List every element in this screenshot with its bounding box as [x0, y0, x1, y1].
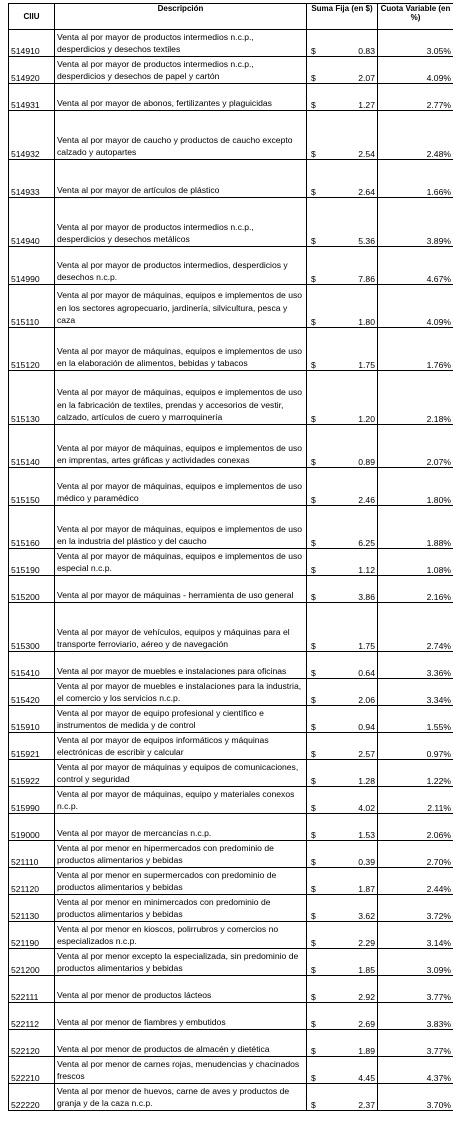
fixed-amount-cell — [307, 949, 378, 976]
activity-description: Venta al por mayor de abonos, fertilizantes y plaguicidas — [55, 84, 307, 111]
table-row — [9, 285, 453, 328]
fixed-amount-cell — [307, 468, 378, 506]
fixed-amount: 1.12 — [358, 565, 375, 575]
activity-description: Venta al por menor excepto la especializada, sin predominio de productos alimentarios y bebidas — [55, 949, 307, 976]
fixed-amount-cell — [307, 652, 378, 679]
ciiu-code: 521110 — [9, 841, 55, 868]
table-row — [9, 760, 453, 787]
activity-description: Venta al por mayor de equipos informáticos y máquinas electrónicas de escribir y calcular — [55, 733, 307, 760]
activity-description: Venta al por mayor de equipo profesional y científico e instrumentos de medida y de control — [55, 706, 307, 733]
activity-description: Venta al por menor en kioscos, polirrubros y comercios no especializados n.c.p. — [55, 922, 307, 949]
fixed-amount-cell — [307, 922, 378, 949]
currency-symbol: $ — [311, 1019, 316, 1029]
activity-description: Venta al por menor en minimercados con predominio de productos alimentarios y bebidas — [55, 895, 307, 922]
fixed-amount-cell — [307, 576, 378, 603]
variable-rate: 1.55% — [378, 706, 453, 733]
fixed-amount: 1.28 — [358, 776, 375, 786]
currency-symbol: $ — [311, 884, 316, 894]
variable-rate: 3.36% — [378, 652, 453, 679]
fixed-amount-cell — [307, 603, 378, 652]
ciiu-code: 522220 — [9, 1084, 55, 1111]
variable-rate: 1.76% — [378, 328, 453, 371]
variable-rate: 2.16% — [378, 576, 453, 603]
currency-symbol: $ — [311, 1073, 316, 1083]
variable-rate: 3.09% — [378, 949, 453, 976]
header-fixed-amount: Suma Fija (en $) — [307, 4, 378, 30]
header-variable-rate: Cuota Variable (en %) — [378, 4, 453, 30]
table-row — [9, 328, 453, 371]
fixed-amount-cell — [307, 425, 378, 468]
variable-rate: 2.48% — [378, 111, 453, 160]
variable-rate: 2.74% — [378, 603, 453, 652]
fixed-amount: 0.94 — [358, 722, 375, 732]
variable-rate: 3.77% — [378, 1030, 453, 1057]
ciiu-code: 522112 — [9, 1003, 55, 1030]
currency-symbol: $ — [311, 46, 316, 56]
fixed-amount: 1.89 — [358, 1046, 375, 1056]
activity-description: Venta al por menor de productos lácteos — [55, 976, 307, 1003]
variable-rate: 2.07% — [378, 425, 453, 468]
ciiu-code: 515990 — [9, 787, 55, 814]
variable-rate: 3.34% — [378, 679, 453, 706]
fixed-amount-cell — [307, 1084, 378, 1111]
currency-symbol: $ — [311, 414, 316, 424]
activity-description: Venta al por mayor de caucho y productos de caucho excepto calzado y autopartes — [55, 111, 307, 160]
ciiu-code: 515140 — [9, 425, 55, 468]
currency-symbol: $ — [311, 803, 316, 813]
variable-rate: 4.09% — [378, 57, 453, 84]
activity-description: Venta al por mayor de artículos de plástico — [55, 160, 307, 198]
activity-description: Venta al por mayor de máquinas, equipos e implementos de uso en la industria del plástico y del caucho — [55, 506, 307, 549]
ciiu-code: 515420 — [9, 679, 55, 706]
currency-symbol: $ — [311, 1100, 316, 1110]
currency-symbol: $ — [311, 722, 316, 732]
fixed-amount: 2.69 — [358, 1019, 375, 1029]
fixed-amount-cell — [307, 1057, 378, 1084]
variable-rate: 4.09% — [378, 285, 453, 328]
variable-rate: 2.11% — [378, 787, 453, 814]
ciiu-code: 521130 — [9, 895, 55, 922]
table-row — [9, 111, 453, 160]
table-row — [9, 922, 453, 949]
fixed-amount-cell — [307, 706, 378, 733]
table-row — [9, 976, 453, 1003]
fixed-amount-cell — [307, 57, 378, 84]
table-row — [9, 841, 453, 868]
ciiu-code: 515190 — [9, 549, 55, 576]
fixed-amount-cell — [307, 198, 378, 247]
fixed-amount-cell — [307, 247, 378, 285]
fixed-amount-cell — [307, 1030, 378, 1057]
currency-symbol: $ — [311, 911, 316, 921]
fixed-amount-cell — [307, 1003, 378, 1030]
fixed-amount-cell — [307, 30, 378, 57]
fixed-amount: 2.57 — [358, 749, 375, 759]
table-row — [9, 733, 453, 760]
activity-description: Venta al por mayor de máquinas, equipos e implementos de uso médico y paramédico — [55, 468, 307, 506]
activity-description: Venta al por mayor de máquinas, equipos e implementos de uso especial n.c.p. — [55, 549, 307, 576]
ciiu-code: 515120 — [9, 328, 55, 371]
currency-symbol: $ — [311, 100, 316, 110]
fixed-amount: 1.75 — [358, 641, 375, 651]
activity-description: Venta al por menor de carnes rojas, menudencias y chacinados frescos — [55, 1057, 307, 1084]
variable-rate: 2.77% — [378, 84, 453, 111]
fixed-amount-cell — [307, 328, 378, 371]
currency-symbol: $ — [311, 495, 316, 505]
header-description: Descripción — [55, 4, 307, 30]
variable-rate: 3.05% — [378, 30, 453, 57]
variable-rate: 4.37% — [378, 1057, 453, 1084]
fixed-amount: 1.53 — [358, 830, 375, 840]
currency-symbol: $ — [311, 592, 316, 602]
ciiu-code: 514931 — [9, 84, 55, 111]
currency-symbol: $ — [311, 274, 316, 284]
table-row — [9, 1003, 453, 1030]
activity-description: Venta al por mayor de máquinas, equipos e implementos de uso en los sectores agropecuario, jardinería, silvicultura, pesca y caza — [55, 285, 307, 328]
currency-symbol: $ — [311, 857, 316, 867]
currency-symbol: $ — [311, 538, 316, 548]
ciiu-code: 515922 — [9, 760, 55, 787]
ciiu-code: 515150 — [9, 468, 55, 506]
fixed-amount: 2.37 — [358, 1100, 375, 1110]
currency-symbol: $ — [311, 1046, 316, 1056]
variable-rate: 3.70% — [378, 1084, 453, 1111]
fixed-amount: 3.62 — [358, 911, 375, 921]
fixed-amount: 1.87 — [358, 884, 375, 894]
fixed-amount: 2.54 — [358, 149, 375, 159]
activity-description: Venta al por menor en supermercados con predominio de productos alimentarios y bebidas — [55, 868, 307, 895]
variable-rate: 3.14% — [378, 922, 453, 949]
variable-rate: 1.66% — [378, 160, 453, 198]
activity-description: Venta al por mayor de productos intermedios n.c.p., desperdicios y desechos textiles — [55, 30, 307, 57]
ciiu-code: 515410 — [9, 652, 55, 679]
ciiu-code: 515910 — [9, 706, 55, 733]
activity-description: Venta al por mayor de máquinas y equipos de comunicaciones, control y seguridad — [55, 760, 307, 787]
ciiu-code: 521190 — [9, 922, 55, 949]
fixed-amount: 1.27 — [358, 100, 375, 110]
currency-symbol: $ — [311, 457, 316, 467]
currency-symbol: $ — [311, 149, 316, 159]
currency-symbol: $ — [311, 317, 316, 327]
table-row — [9, 160, 453, 198]
variable-rate: 3.83% — [378, 1003, 453, 1030]
currency-symbol: $ — [311, 965, 316, 975]
table-row — [9, 30, 453, 57]
table-row — [9, 84, 453, 111]
variable-rate: 2.18% — [378, 371, 453, 425]
variable-rate: 3.77% — [378, 976, 453, 1003]
table-row — [9, 198, 453, 247]
fixed-amount-cell — [307, 841, 378, 868]
fixed-amount: 5.36 — [358, 236, 375, 246]
currency-symbol: $ — [311, 776, 316, 786]
fixed-amount-cell — [307, 84, 378, 111]
currency-symbol: $ — [311, 187, 316, 197]
currency-symbol: $ — [311, 73, 316, 83]
fixed-amount-cell — [307, 868, 378, 895]
fixed-amount-cell — [307, 679, 378, 706]
currency-symbol: $ — [311, 641, 316, 651]
ciiu-code: 515300 — [9, 603, 55, 652]
currency-symbol: $ — [311, 938, 316, 948]
header-row — [9, 4, 453, 30]
table-row — [9, 57, 453, 84]
ciiu-code: 514933 — [9, 160, 55, 198]
variable-rate: 2.44% — [378, 868, 453, 895]
fixed-amount: 1.75 — [358, 360, 375, 370]
ciiu-code: 514990 — [9, 247, 55, 285]
table-row — [9, 652, 453, 679]
activity-description: Venta al por mayor de máquinas, equipo y materiales conexos n.c.p. — [55, 787, 307, 814]
table-row — [9, 506, 453, 549]
table-row — [9, 1084, 453, 1111]
fixed-amount-cell — [307, 787, 378, 814]
ciiu-code: 521120 — [9, 868, 55, 895]
variable-rate: 2.06% — [378, 814, 453, 841]
variable-rate: 3.89% — [378, 198, 453, 247]
ciiu-code: 514940 — [9, 198, 55, 247]
fixed-amount: 0.39 — [358, 857, 375, 867]
table-row — [9, 576, 453, 603]
activity-description: Venta al por mayor de productos intermedios n.c.p., desperdicios y desechos de papel y cartón — [55, 57, 307, 84]
currency-symbol: $ — [311, 749, 316, 759]
fixed-amount: 0.89 — [358, 457, 375, 467]
fixed-amount-cell — [307, 111, 378, 160]
table-row — [9, 1030, 453, 1057]
activity-description: Venta al por menor de productos de almacén y dietética — [55, 1030, 307, 1057]
fixed-amount-cell — [307, 506, 378, 549]
currency-symbol: $ — [311, 236, 316, 246]
currency-symbol: $ — [311, 830, 316, 840]
fixed-amount: 2.46 — [358, 495, 375, 505]
table-row — [9, 1057, 453, 1084]
fixed-amount-cell — [307, 549, 378, 576]
currency-symbol: $ — [311, 695, 316, 705]
activity-description: Venta al por mayor de máquinas, equipos e implementos de uso en la elaboración de alimentos, bebidas y tabacos — [55, 328, 307, 371]
fixed-amount: 2.64 — [358, 187, 375, 197]
variable-rate: 4.67% — [378, 247, 453, 285]
ciiu-code: 515130 — [9, 371, 55, 425]
activity-description: Venta al por mayor de productos intermedios, desperdicios y desechos n.c.p. — [55, 247, 307, 285]
table-row — [9, 425, 453, 468]
table-row — [9, 895, 453, 922]
table-row — [9, 468, 453, 506]
table-row — [9, 868, 453, 895]
table-row — [9, 603, 453, 652]
variable-rate: 3.72% — [378, 895, 453, 922]
tariff-table — [8, 3, 453, 1111]
fixed-amount: 1.85 — [358, 965, 375, 975]
activity-description: Venta al por mayor de muebles e instalaciones para oficinas — [55, 652, 307, 679]
fixed-amount: 4.02 — [358, 803, 375, 813]
ciiu-code: 519000 — [9, 814, 55, 841]
fixed-amount: 3.86 — [358, 592, 375, 602]
table-row — [9, 814, 453, 841]
fixed-amount: 2.29 — [358, 938, 375, 948]
header-ciiu: CIIU — [9, 4, 55, 30]
activity-description: Venta al por mayor de máquinas - herramienta de uso general — [55, 576, 307, 603]
activity-description: Venta al por menor de huevos, carne de aves y productos de granja y de la caza n.c.p. — [55, 1084, 307, 1111]
fixed-amount: 4.45 — [358, 1073, 375, 1083]
fixed-amount-cell — [307, 760, 378, 787]
ciiu-code: 515110 — [9, 285, 55, 328]
fixed-amount-cell — [307, 895, 378, 922]
ciiu-code: 514910 — [9, 30, 55, 57]
ciiu-code: 522120 — [9, 1030, 55, 1057]
variable-rate: 0.97% — [378, 733, 453, 760]
activity-description: Venta al por mayor de máquinas, equipos e implementos de uso en imprentas, artes gráficas y actividades conexas — [55, 425, 307, 468]
fixed-amount-cell — [307, 285, 378, 328]
variable-rate: 1.88% — [378, 506, 453, 549]
variable-rate: 2.70% — [378, 841, 453, 868]
fixed-amount-cell — [307, 733, 378, 760]
currency-symbol: $ — [311, 360, 316, 370]
activity-description: Venta al por mayor de productos intermedios n.c.p., desperdicios y desechos metálicos — [55, 198, 307, 247]
fixed-amount-cell — [307, 814, 378, 841]
activity-description: Venta al por mayor de vehículos, equipos y máquinas para el transporte ferroviario, aéreo y de navegación — [55, 603, 307, 652]
variable-rate: 1.22% — [378, 760, 453, 787]
activity-description: Venta al por menor de fiambres y embutidos — [55, 1003, 307, 1030]
table-row — [9, 371, 453, 425]
ciiu-code: 514932 — [9, 111, 55, 160]
table-row — [9, 706, 453, 733]
table-row — [9, 679, 453, 706]
currency-symbol: $ — [311, 992, 316, 1002]
variable-rate: 1.08% — [378, 549, 453, 576]
activity-description: Venta al por mayor de muebles e instalaciones para la industria, el comercio y los servicios n.c.p. — [55, 679, 307, 706]
fixed-amount: 2.07 — [358, 73, 375, 83]
fixed-amount: 1.20 — [358, 414, 375, 424]
fixed-amount-cell — [307, 160, 378, 198]
ciiu-code: 515200 — [9, 576, 55, 603]
ciiu-code: 514920 — [9, 57, 55, 84]
ciiu-code: 515160 — [9, 506, 55, 549]
fixed-amount: 0.64 — [358, 668, 375, 678]
table-row — [9, 247, 453, 285]
activity-description: Venta al por menor en hipermercados con predominio de productos alimentarios y bebidas — [55, 841, 307, 868]
fixed-amount: 2.06 — [358, 695, 375, 705]
table-row — [9, 549, 453, 576]
ciiu-code: 522210 — [9, 1057, 55, 1084]
table-row — [9, 949, 453, 976]
fixed-amount-cell — [307, 976, 378, 1003]
variable-rate: 1.80% — [378, 468, 453, 506]
activity-description: Venta al por mayor de máquinas, equipos e implementos de uso en la fabricación de textiles, prendas y accesorios de vestir, calzado, artículos de cuero y marroquinería — [55, 371, 307, 425]
ciiu-code: 515921 — [9, 733, 55, 760]
table-row — [9, 787, 453, 814]
fixed-amount: 1.80 — [358, 317, 375, 327]
currency-symbol: $ — [311, 565, 316, 575]
fixed-amount-cell — [307, 371, 378, 425]
ciiu-code: 522111 — [9, 976, 55, 1003]
fixed-amount: 6.25 — [358, 538, 375, 548]
ciiu-code: 521200 — [9, 949, 55, 976]
currency-symbol: $ — [311, 668, 316, 678]
fixed-amount: 7.86 — [358, 274, 375, 284]
fixed-amount: 2.92 — [358, 992, 375, 1002]
fixed-amount: 0.83 — [358, 46, 375, 56]
activity-description: Venta al por mayor de mercancías n.c.p. — [55, 814, 307, 841]
